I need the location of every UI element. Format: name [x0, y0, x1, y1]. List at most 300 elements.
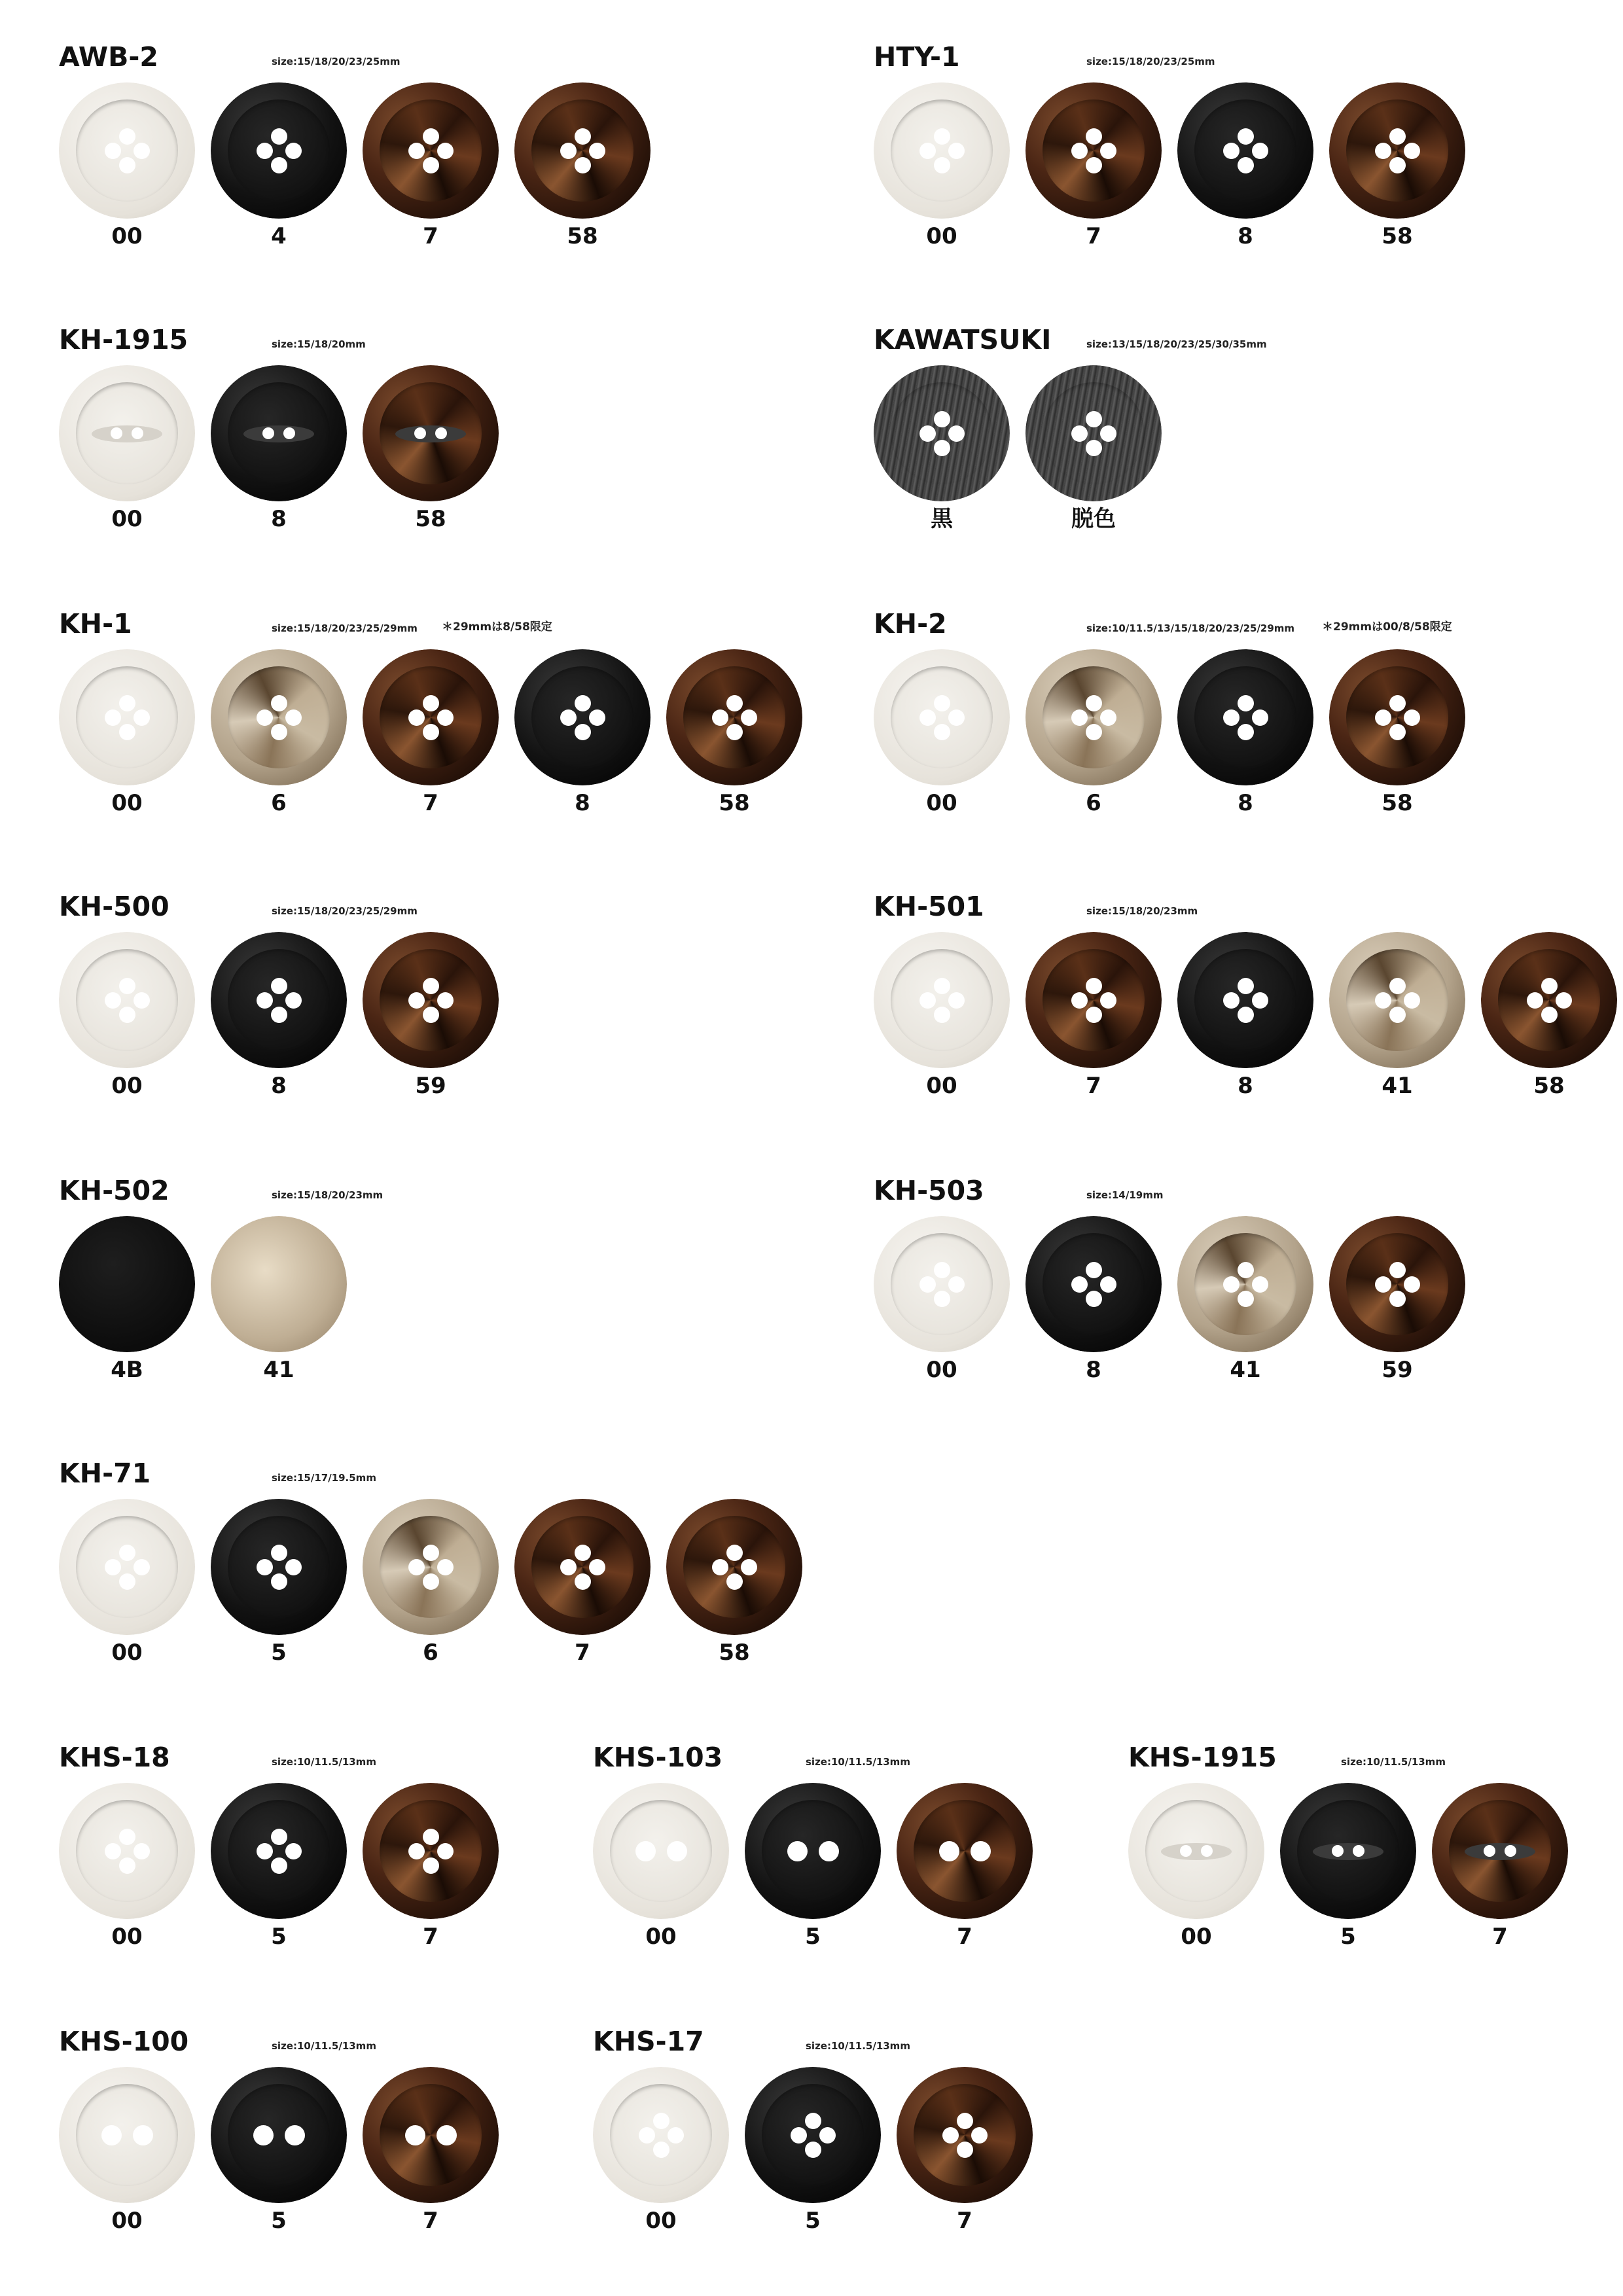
button-hole	[271, 1573, 287, 1590]
color-code: 58	[567, 223, 598, 249]
button-hole	[134, 1843, 150, 1859]
button-hole	[589, 143, 605, 159]
size-info: size:10/11.5/13mm	[272, 2040, 376, 2052]
button-hole	[283, 427, 295, 439]
button-hole	[119, 157, 135, 173]
size-info: size:15/18/20/23/25mm	[272, 56, 401, 67]
color-code: 00	[111, 506, 143, 532]
button-hole	[1086, 1007, 1102, 1023]
product-name: KH-501	[874, 891, 984, 922]
button-hole	[639, 2127, 655, 2144]
button-swatch	[897, 2067, 1033, 2203]
product-name: AWB-2	[59, 41, 158, 73]
button-hole	[1389, 128, 1406, 145]
button-center	[1346, 949, 1448, 1051]
button-hole	[668, 2127, 684, 2144]
color-code: 41	[1230, 1357, 1261, 1383]
button-center	[1043, 1233, 1145, 1335]
fisheye-slot	[1313, 1843, 1383, 1860]
button-center	[228, 2084, 330, 2186]
button-center	[1346, 666, 1448, 768]
button-hole	[285, 1843, 302, 1859]
size-info: size:15/18/20/23/25/29mm	[272, 905, 418, 917]
button-swatch	[211, 2067, 347, 2203]
button-center	[380, 949, 482, 1051]
button-center	[683, 1516, 785, 1618]
button-hole	[712, 709, 728, 726]
button-hole	[1404, 143, 1420, 159]
product-group	[874, 323, 1528, 539]
button-swatch	[666, 1499, 802, 1635]
color-code: 8	[271, 506, 287, 532]
button-hole	[805, 2142, 821, 2158]
button-hole	[1180, 1845, 1192, 1857]
product-group	[59, 41, 713, 257]
button-swatch	[1329, 932, 1465, 1068]
product-group	[59, 607, 750, 823]
button-hole	[1375, 709, 1391, 726]
button-hole	[1404, 709, 1420, 726]
button-swatch	[1026, 649, 1162, 785]
button-hole	[957, 2142, 973, 2158]
button-hole	[423, 1545, 439, 1561]
product-group	[874, 890, 1565, 1106]
button-hole	[285, 992, 302, 1009]
button-swatch	[874, 932, 1010, 1068]
color-code: 7	[1086, 223, 1101, 249]
button-hole	[1238, 695, 1254, 711]
button-hole	[1527, 992, 1543, 1009]
color-code: 58	[1533, 1073, 1565, 1099]
button-hole	[437, 2125, 457, 2145]
button-hole	[787, 1841, 808, 1861]
button-hole	[133, 2125, 153, 2145]
size-note: ＊29mmは8/58限定	[442, 620, 552, 634]
color-code: 7	[575, 1640, 590, 1666]
button-center	[914, 2084, 1016, 2186]
button-hole	[271, 1829, 287, 1845]
product-group	[874, 41, 1528, 257]
button-swatch	[211, 365, 347, 501]
button-hole	[971, 2127, 988, 2144]
button-hole	[1389, 978, 1406, 994]
button-hole	[1389, 695, 1406, 711]
button-hole	[1086, 978, 1102, 994]
button-hole	[1238, 724, 1254, 740]
button-swatch	[874, 649, 1010, 785]
button-center	[76, 1800, 178, 1902]
button-hole	[134, 992, 150, 1009]
button-hole	[101, 2125, 122, 2145]
button-hole	[408, 143, 425, 159]
button-swatch	[745, 2067, 881, 2203]
button-center	[228, 1516, 330, 1618]
button-hole	[741, 1559, 757, 1575]
product-name: KHS-17	[593, 2026, 704, 2057]
button-swatch	[59, 932, 195, 1068]
color-code: 黒	[931, 506, 953, 532]
button-hole	[423, 1829, 439, 1845]
button-hole	[271, 695, 287, 711]
button-hole	[285, 2125, 305, 2145]
button-hole	[1086, 1262, 1102, 1278]
button-swatch	[666, 649, 802, 785]
button-swatch	[1329, 1216, 1465, 1352]
button-rim	[211, 1216, 347, 1352]
button-hole	[726, 724, 743, 740]
size-info: size:15/18/20/23/25/29mm	[272, 622, 418, 634]
button-hole	[435, 427, 447, 439]
color-code: 8	[271, 1073, 287, 1099]
button-hole	[934, 695, 950, 711]
button-center	[610, 2084, 712, 2186]
size-info: size:15/18/20/23mm	[272, 1189, 383, 1201]
button-hole	[934, 1291, 950, 1307]
color-code: 8	[1238, 790, 1253, 816]
button-hole	[423, 695, 439, 711]
fisheye-slot	[395, 425, 466, 442]
button-hole	[1556, 992, 1572, 1009]
color-code: 7	[423, 1924, 438, 1950]
button-hole	[119, 1829, 135, 1845]
button-swatch	[363, 1499, 499, 1635]
product-name: KH-500	[59, 891, 169, 922]
button-center	[914, 1800, 1016, 1902]
color-code: 5	[271, 1640, 287, 1666]
button-hole	[408, 1559, 425, 1575]
button-hole	[257, 992, 273, 1009]
button-hole	[971, 1841, 991, 1861]
color-code: 6	[271, 790, 287, 816]
button-hole	[134, 143, 150, 159]
button-hole	[119, 978, 135, 994]
product-group	[59, 1174, 713, 1390]
button-hole	[1375, 992, 1391, 1009]
button-swatch	[1280, 1783, 1416, 1919]
product-group	[59, 323, 713, 539]
button-hole	[934, 1007, 950, 1023]
button-hole	[1505, 1845, 1516, 1857]
size-info: size:15/18/20/23/25mm	[1086, 56, 1215, 67]
button-center	[76, 2084, 178, 2186]
color-code: 00	[926, 1073, 957, 1099]
button-hole	[257, 709, 273, 726]
color-code: 8	[1086, 1357, 1101, 1383]
fisheye-slot	[1161, 1843, 1232, 1860]
button-center	[1194, 949, 1296, 1051]
color-code: 6	[423, 1640, 438, 1666]
button-center	[228, 666, 330, 768]
button-hole	[1223, 709, 1240, 726]
button-swatch	[363, 365, 499, 501]
button-hole	[119, 1573, 135, 1590]
button-hole	[948, 1276, 965, 1293]
product-name: KAWATSUKI	[874, 324, 1052, 355]
button-swatch	[1177, 1216, 1313, 1352]
button-center	[1194, 666, 1296, 768]
button-hole	[1252, 143, 1268, 159]
button-center	[1498, 949, 1600, 1051]
button-hole	[408, 1843, 425, 1859]
product-name: KHS-1915	[1128, 1742, 1277, 1773]
button-hole	[948, 992, 965, 1009]
color-code: 59	[415, 1073, 446, 1099]
button-hole	[414, 427, 426, 439]
size-info: size:10/11.5/13mm	[806, 2040, 910, 2052]
button-swatch	[59, 1783, 195, 1919]
button-hole	[423, 1857, 439, 1874]
button-hole	[948, 425, 965, 442]
color-code: 8	[575, 790, 590, 816]
button-swatch	[211, 1216, 347, 1352]
product-name: KHS-18	[59, 1742, 170, 1773]
button-swatch	[593, 1783, 729, 1919]
button-hole	[653, 2113, 669, 2129]
color-code: 7	[423, 223, 438, 249]
button-hole	[285, 709, 302, 726]
color-code: 7	[957, 2208, 972, 2234]
button-swatch	[363, 2067, 499, 2203]
button-hole	[423, 724, 439, 740]
color-code: 5	[1340, 1924, 1356, 1950]
button-hole	[1223, 1276, 1240, 1293]
color-code: 00	[926, 1357, 957, 1383]
button-hole	[575, 157, 591, 173]
button-hole	[271, 724, 287, 740]
color-code: 58	[719, 1640, 750, 1666]
button-hole	[575, 695, 591, 711]
button-hole	[134, 1559, 150, 1575]
button-center	[891, 1233, 993, 1335]
button-center	[1043, 666, 1145, 768]
color-code: 7	[423, 790, 438, 816]
button-hole	[1389, 1262, 1406, 1278]
button-hole	[1389, 157, 1406, 173]
button-center	[531, 1516, 633, 1618]
button-center	[228, 1800, 330, 1902]
button-hole	[1389, 1291, 1406, 1307]
button-swatch	[514, 82, 651, 219]
button-hole	[1086, 695, 1102, 711]
color-code: 8	[1238, 1073, 1253, 1099]
button-hole	[1086, 128, 1102, 145]
button-hole	[423, 1573, 439, 1590]
button-swatch	[363, 649, 499, 785]
button-center	[76, 949, 178, 1051]
product-group	[593, 2025, 1247, 2241]
product-group	[59, 1457, 750, 1673]
button-swatch	[1177, 82, 1313, 219]
button-swatch	[1026, 82, 1162, 219]
product-group	[1128, 1741, 1623, 1957]
button-hole	[437, 709, 454, 726]
size-info: size:10/11.5/13mm	[806, 1756, 910, 1768]
button-center	[380, 2084, 482, 2186]
product-name: KH-71	[59, 1458, 151, 1489]
button-rim	[59, 1216, 195, 1352]
button-center	[228, 949, 330, 1051]
button-center	[891, 382, 993, 484]
button-hole	[575, 1545, 591, 1561]
button-hole	[285, 1559, 302, 1575]
product-name: HTY-1	[874, 41, 960, 73]
button-swatch	[874, 82, 1010, 219]
button-hole	[1252, 1276, 1268, 1293]
button-center	[228, 99, 330, 202]
button-hole	[271, 128, 287, 145]
button-center	[1194, 99, 1296, 202]
button-swatch	[59, 365, 195, 501]
color-code: 00	[645, 1924, 677, 1950]
color-code: 00	[645, 2208, 677, 2234]
product-name: KHS-103	[593, 1742, 723, 1773]
button-swatch	[363, 932, 499, 1068]
button-center	[76, 1516, 178, 1618]
button-hole	[1100, 425, 1116, 442]
button-hole	[939, 1841, 959, 1861]
button-hole	[423, 978, 439, 994]
button-hole	[271, 1857, 287, 1874]
button-hole	[957, 2113, 973, 2129]
button-center	[380, 666, 482, 768]
button-hole	[667, 1841, 687, 1861]
button-hole	[105, 992, 121, 1009]
color-code: 58	[415, 506, 446, 532]
color-code: 59	[1382, 1357, 1413, 1383]
product-name: KH-503	[874, 1175, 984, 1206]
button-hole	[948, 143, 965, 159]
button-hole	[1389, 1007, 1406, 1023]
color-code: 00	[1181, 1924, 1212, 1950]
button-hole	[1238, 128, 1254, 145]
button-hole	[934, 440, 950, 456]
button-swatch	[59, 2067, 195, 2203]
button-hole	[1238, 1007, 1254, 1023]
button-swatch	[593, 2067, 729, 2203]
button-hole	[271, 1007, 287, 1023]
button-hole	[919, 1276, 936, 1293]
button-hole	[589, 1559, 605, 1575]
button-hole	[408, 709, 425, 726]
button-hole	[119, 1857, 135, 1874]
button-swatch	[1432, 1783, 1568, 1919]
button-hole	[575, 1573, 591, 1590]
button-swatch	[211, 82, 347, 219]
button-hole	[1100, 143, 1116, 159]
button-hole	[119, 128, 135, 145]
button-hole	[1484, 1845, 1495, 1857]
button-hole	[1071, 1276, 1088, 1293]
button-hole	[405, 2125, 425, 2145]
button-hole	[1238, 978, 1254, 994]
button-center	[380, 99, 482, 202]
size-info: size:10/11.5/13/15/18/20/23/25/29mm	[1086, 622, 1295, 634]
button-hole	[105, 1843, 121, 1859]
product-name: KHS-100	[59, 2026, 189, 2057]
button-hole	[575, 128, 591, 145]
button-hole	[741, 709, 757, 726]
button-center	[1043, 949, 1145, 1051]
button-hole	[1071, 992, 1088, 1009]
button-hole	[119, 1545, 135, 1561]
button-hole	[1223, 143, 1240, 159]
button-hole	[575, 724, 591, 740]
color-code: 00	[111, 790, 143, 816]
button-center	[531, 666, 633, 768]
button-hole	[934, 128, 950, 145]
color-code: 00	[111, 1073, 143, 1099]
product-name: KH-1	[59, 608, 132, 639]
button-swatch	[1026, 1216, 1162, 1352]
color-code: 41	[1382, 1073, 1413, 1099]
button-hole	[423, 1007, 439, 1023]
button-hole	[934, 411, 950, 427]
button-swatch	[874, 365, 1010, 501]
button-swatch	[1177, 932, 1313, 1068]
button-hole	[257, 143, 273, 159]
button-hole	[271, 157, 287, 173]
color-code: 4	[271, 223, 287, 249]
button-hole	[437, 1843, 454, 1859]
button-hole	[105, 709, 121, 726]
button-hole	[257, 1843, 273, 1859]
button-hole	[948, 709, 965, 726]
size-info: size:13/15/18/20/23/25/30/35mm	[1086, 338, 1267, 350]
button-hole	[934, 157, 950, 173]
button-hole	[1353, 1845, 1364, 1857]
color-code: 7	[423, 2208, 438, 2234]
button-hole	[1086, 440, 1102, 456]
button-hole	[111, 427, 122, 439]
button-center	[762, 2084, 864, 2186]
button-hole	[1100, 992, 1116, 1009]
button-hole	[560, 143, 577, 159]
button-swatch	[211, 932, 347, 1068]
button-hole	[253, 2125, 274, 2145]
button-hole	[819, 2127, 836, 2144]
color-code: 7	[1492, 1924, 1508, 1950]
color-code: 00	[111, 2208, 143, 2234]
product-name: KH-1915	[59, 324, 188, 355]
button-hole	[134, 709, 150, 726]
button-hole	[1404, 1276, 1420, 1293]
button-hole	[1223, 992, 1240, 1009]
button-center	[891, 949, 993, 1051]
color-code: 7	[957, 1924, 972, 1950]
button-hole	[1086, 411, 1102, 427]
button-center	[1043, 99, 1145, 202]
button-hole	[560, 709, 577, 726]
button-swatch	[59, 649, 195, 785]
button-hole	[1086, 724, 1102, 740]
color-code: 58	[1382, 223, 1413, 249]
button-hole	[726, 1545, 743, 1561]
button-swatch	[59, 82, 195, 219]
button-swatch	[514, 649, 651, 785]
color-code: 7	[1086, 1073, 1101, 1099]
color-code: 00	[111, 1924, 143, 1950]
button-hole	[1541, 978, 1558, 994]
button-swatch	[363, 1783, 499, 1919]
color-code: 5	[805, 1924, 821, 1950]
button-hole	[726, 695, 743, 711]
button-hole	[119, 724, 135, 740]
fisheye-slot	[92, 425, 162, 442]
button-swatch	[211, 1783, 347, 1919]
product-group	[874, 607, 1528, 823]
button-center	[1043, 382, 1145, 484]
size-info: size:10/11.5/13mm	[1341, 1756, 1446, 1768]
